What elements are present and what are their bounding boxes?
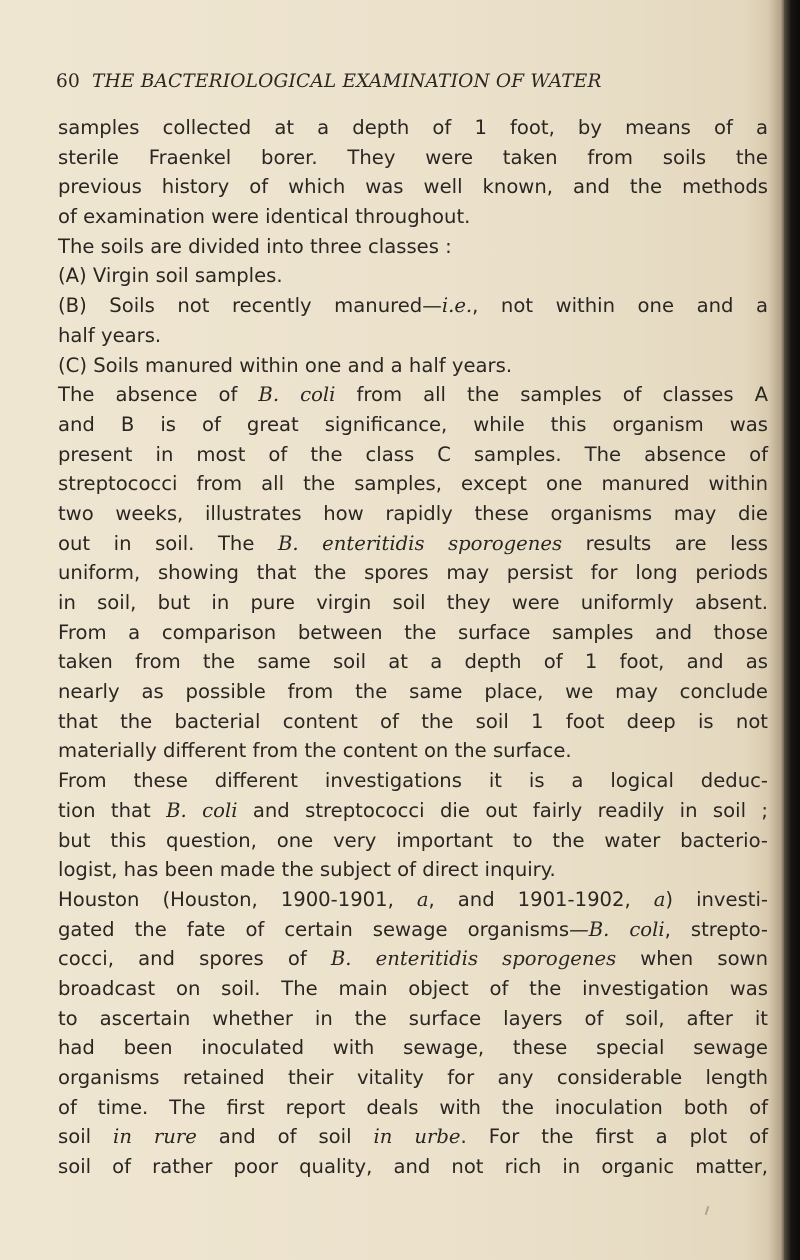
text-line: [58, 885, 768, 915]
text-run: . For the first a plot of: [460, 1125, 769, 1149]
text-line: [58, 944, 768, 974]
body-text: [58, 113, 768, 1182]
text-run: gated the fate of certain sewage organisms—: [58, 917, 589, 941]
text-line: [58, 915, 768, 945]
text-run: had been inoculated with sewage, these special sewage: [58, 1036, 768, 1060]
italic-run: B. enteritidis sporogenes: [330, 947, 617, 971]
italic-run: a: [416, 887, 429, 911]
print-speck: [705, 1206, 710, 1215]
text-run: logist, has been made the subject of direct inquiry.: [58, 858, 556, 882]
text-run: in soil, but in pure virgin soil they were uniformly absent.: [58, 591, 768, 614]
text-run: soil of rather poor quality, and not rich in organic matter,: [58, 1155, 768, 1179]
text-run: half years.: [58, 323, 162, 347]
text-line: [58, 1033, 768, 1063]
text-line: [58, 499, 768, 529]
text-line: [58, 1004, 768, 1034]
text-line: [58, 855, 768, 885]
text-run: organisms retained their vitality for any considerable length: [58, 1066, 768, 1089]
text-run: , not within one and a: [472, 294, 768, 318]
text-line: [58, 796, 768, 826]
text-run: The soils are divided into three classes :: [58, 234, 452, 258]
text-run: broadcast on soil. The main object of the investigation was: [58, 976, 768, 1000]
text-line: [58, 1122, 768, 1152]
text-run: of examination were identical throughout.: [58, 205, 471, 229]
text-line: [58, 172, 768, 202]
text-run: (C) Soils manured within one and a half years.: [58, 353, 513, 377]
text-run: sterile Fraenkel borer. They were taken from soils the: [58, 145, 768, 169]
text-run: and streptococci die out fairly readily in soil ;: [237, 798, 769, 822]
text-line: [58, 351, 768, 381]
text-run: results are less: [562, 531, 768, 555]
text-line: [58, 707, 768, 737]
text-line: [58, 1152, 768, 1182]
text-run: The absence of: [58, 383, 259, 407]
text-line: [58, 974, 768, 1004]
italic-run: B. enteritidis sporogenes: [277, 531, 563, 555]
running-head: [56, 71, 602, 92]
text-line: [58, 766, 768, 796]
text-run: that the bacterial content of the soil 1 foot deep is not: [58, 709, 768, 733]
text-line: [58, 202, 768, 232]
text-run: previous history of which was well known, and the methods: [58, 175, 768, 199]
text-line: [58, 647, 768, 677]
text-line: [58, 736, 768, 766]
text-run: (B) Soils not recently manured—: [58, 294, 442, 318]
text-run: (A) Virgin soil samples.: [58, 264, 283, 288]
text-line: [58, 826, 768, 856]
text-line: [58, 618, 768, 648]
running-head-title: THE BACTERIOLOGICAL EXAMINATION OF WATER: [92, 71, 602, 92]
italic-run: in rure: [113, 1125, 197, 1149]
text-line: [58, 440, 768, 470]
text-line: [58, 380, 768, 410]
text-run: From these different investigations it is a logical deduc-: [58, 769, 768, 793]
text-run: out in soil. The: [58, 531, 278, 555]
italic-run: B. coli: [166, 798, 238, 822]
page-number: 60: [56, 71, 80, 92]
text-run: taken from the same soil at a depth of 1 foot, and as: [58, 650, 768, 674]
text-run: samples collected at a depth of 1 foot, by means of a: [58, 116, 768, 139]
text-run: but this question, one very important to the water bacterio-: [58, 828, 768, 852]
text-line: [58, 232, 768, 262]
text-run: two weeks, illustrates how rapidly these organisms may die: [58, 501, 768, 525]
text-run: cocci, and spores of: [58, 947, 331, 971]
italic-run: B. coli: [258, 383, 336, 407]
page-edge-shadow: [784, 0, 800, 1260]
text-run: materially different from the content on the surface.: [58, 739, 572, 763]
text-run: to ascertain whether in the surface layers of soil, after it: [58, 1006, 768, 1030]
text-line: [58, 588, 768, 618]
text-line: [58, 291, 768, 321]
italic-run: a: [653, 887, 666, 911]
text-line: [58, 113, 768, 143]
italic-run: i.e.: [441, 294, 473, 318]
text-line: [58, 529, 768, 559]
text-line: [58, 143, 768, 173]
text-run: from all the samples of classes A: [335, 383, 768, 407]
text-run: when sown: [616, 947, 768, 971]
text-run: From a comparison between the surface samples and those: [58, 620, 768, 644]
text-line: [58, 558, 768, 588]
text-line: [58, 1093, 768, 1123]
text-run: and of soil: [196, 1125, 374, 1149]
text-run: streptococci from all the samples, except one manured within: [58, 472, 768, 496]
text-run: ) investi-: [665, 887, 768, 911]
text-run: present in most of the class C samples. The absence of: [58, 442, 768, 466]
italic-run: B. coli: [588, 917, 665, 941]
text-line: [58, 1063, 768, 1093]
text-run: uniform, showing that the spores may persist for long periods: [58, 561, 768, 585]
text-run: nearly as possible from the same place, we may conclude: [58, 680, 768, 704]
text-line: [58, 261, 768, 291]
text-line: [58, 410, 768, 440]
text-run: , strepto-: [664, 917, 768, 941]
text-run: tion that: [58, 798, 167, 822]
text-run: , and 1901-1902,: [428, 887, 654, 911]
italic-run: in urbe: [373, 1125, 461, 1149]
text-run: Houston (Houston, 1900-1901,: [58, 887, 417, 911]
text-run: of time. The first report deals with the inoculation both of: [58, 1095, 768, 1119]
text-run: and B is of great significance, while this organism was: [58, 412, 768, 436]
text-line: [58, 677, 768, 707]
text-line: [58, 469, 768, 499]
text-run: soil: [58, 1125, 114, 1149]
text-line: [58, 321, 768, 351]
